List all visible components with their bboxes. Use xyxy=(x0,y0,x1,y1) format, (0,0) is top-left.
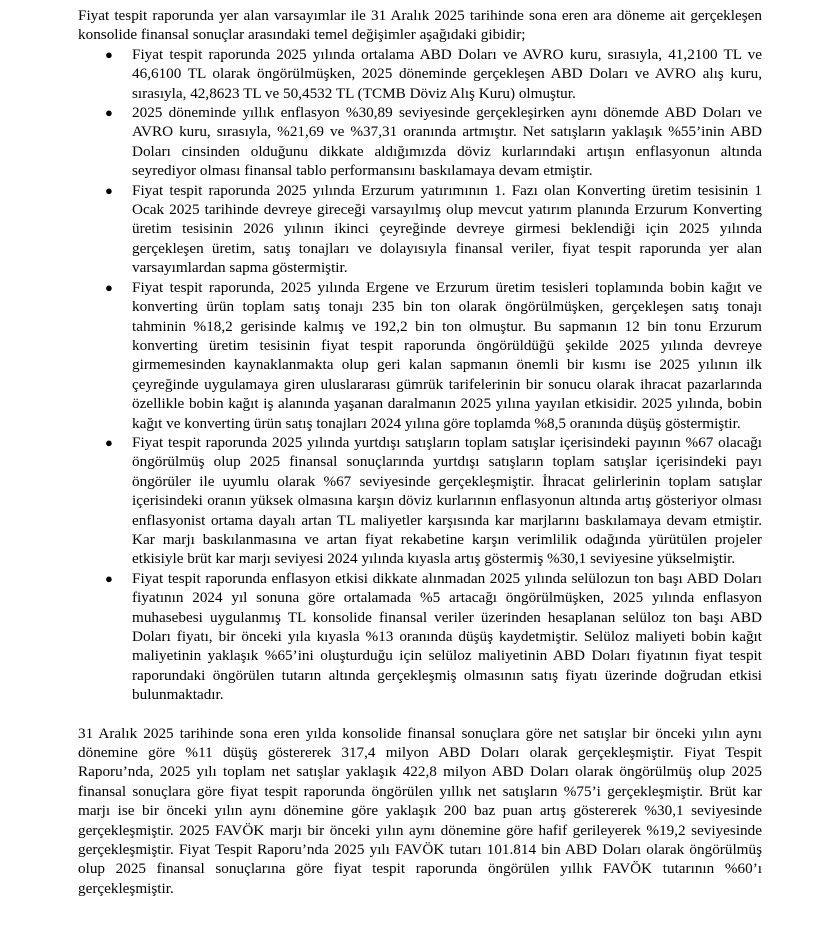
list-item-text: Fiyat tespit raporunda enflasyon etkisi dikkate alınmadan 2025 yılında selülozun ton başı ABD Doları fiyatının 2024 yıl sonuna göre ortalamada %5 artacağı öngörülmüşken, 2025 yılında enflasyon muhasebesi uygulanmış TL konsolide finansal veriler üzerinden hesaplanan selüloz ton başı ABD Doları fiyatı, bir önceki yıla kıyasla %13 oranında düşüş kaydetmiştir. Selüloz maliyeti bobin kağıt maliyetinin yaklaşık %65’ini oluşturduğu için selüloz maliyetinin ABD Doları fiyatının fiyat tespit raporundaki öngörülen tutarın altında gerçekleşmiş olmasının satış fiyatı üzerinde doğrudan etkisi bulunmaktadır. xyxy=(132,569,762,704)
list-item-text: Fiyat tespit raporunda, 2025 yılında Ergene ve Erzurum üretim tesisleri toplamında bobin kağıt ve konverting ürün toplam satış tonajı 235 bin ton olarak öngörülmüşken, gerçekleşen satış tonajı tahminin %18,2 gerisinde kalmış ve 192,2 bin ton olmuştur. Bu sapmanın 12 bin tonu Erzurum konverting üretim tesisinin fiyat tespit raporunda öngörüldüğü şekilde 2025 yılında devreye girmemesinden kaynaklanmakta olup geri kalan sapmanın önemli bir kısmı ise 2025 yılının ilk çeyreğinde uygulamaya giren uluslararası gümrük tarifelerinin bir sonucu olarak ihracat pazarlarında özellikle bobin kağıt iş alanında yaşanan daralmanın 2025 yılına yayılan etkisidir. 2025 yılında, bobin kağıt ve konverting ürün satış tonajları 2024 yılına göre toplamda %8,5 oranında düşüş göstermiştir. xyxy=(132,278,762,432)
list-item xyxy=(78,103,762,181)
list-item xyxy=(78,569,762,705)
list-item xyxy=(78,181,762,278)
intro-paragraph: Fiyat tespit raporunda yer alan varsayımlar ile 31 Aralık 2025 tarihinde sona eren ara döneme ait gerçekleşen konsolide finansal sonuçlar arasındaki temel değişimler aşağıdaki gibidir; xyxy=(78,7,762,44)
bullet-icon: ● xyxy=(105,279,113,295)
bullet-icon: ● xyxy=(105,434,113,450)
list-item-text: Fiyat tespit raporunda 2025 yılında yurtdışı satışların toplam satışlar içerisindeki payının %67 olacağı öngörülmüş olup 2025 finansal sonuçlarında yurtdışı satışların toplam satışlar içerisindeki payı öngörüler ile uyumlu olarak %67 seviyesinde gerçekleşmiştir. İhracat gelirlerinin toplam satışlar içerisindeki oranın yüksek olmasına karşın döviz kurlarının enflasyonun altında artış gösteriyor olması enflasyonist ortama dayalı artan TL maliyetler karşısında kar marjlarını baskılamaya devam etmiştir. Kar marjı baskılanmasına ve artan fiyat rekabetine karşın verimlilik odağında yürütülen projeler etkisiyle brüt kar marjı seviyesi 2024 yılında kıyasla artış göstermiş %30,1 seviyesine yükselmiştir. xyxy=(132,433,762,568)
bullet-icon: ● xyxy=(105,46,113,62)
list-item-text: 2025 döneminde yıllık enflasyon %30,89 seviyesinde gerçekleşirken aynı dönemde ABD Doları ve AVRO kuru, sırasıyla, %21,69 ve %37,31 oranında artmıştır. Net satışların yaklaşık %55’inin ABD Doları cinsinden olduğunu dikkate aldığımızda döviz kurlarındaki artışın enflasyonun altında seyrediyor olması finansal tablo performansını baskılamaya devam etmiştir. xyxy=(132,104,762,180)
list-item-text: Fiyat tespit raporunda 2025 yılında ortalama ABD Doları ve AVRO kuru, sırasıyla, 41,2100 TL ve 46,6100 TL olarak öngörülmüşken, 2025 döneminde gerçekleşen ABD Doları ve AVRO alış kuru, sırasıyla, 42,8623 TL ve 50,4532 TL (TCMB Döviz Alış Kuru) olmuştur. xyxy=(132,45,762,102)
closing-paragraph: 31 Aralık 2025 tarihinde sona eren yılda konsolide finansal sonuçlara göre net satışlar bir önceki yılın aynı dönemine göre %11 düşüş göstererek 317,4 milyon ABD Doları olarak gerçekleşmiştir. Fiyat Tespit Raporu’nda, 2025 yılı toplam net satışlar yaklaşık 422,8 milyon ABD Doları olarak öngörülmüş olup 2025 finansal sonuçlara göre fiyat tespit raporunda öngörülen yıllık net satışların %75’i gerçekleşmiştir. Brüt kar marjı ise bir önceki yılın aynı dönemine göre yaklaşık 200 baz puan artış göstererek %30,1 seviyesinde gerçekleşmiştir. 2025 FAVÖK marjı bir önceki yılın aynı dönemine göre hafif gerileyerek %19,2 seviyesinde gerçekleşmiştir. Fiyat Tespit Raporu’nda 2025 yılı FAVÖK tutarı 101.814 bin ABD Doları olarak öngörülmüş olup 2025 finansal sonuçlarına göre fiyat tespit raporunda öngörülen yıllık FAVÖK tutarının %60’ı gerçekleşmiştir. xyxy=(78,724,762,897)
document-page xyxy=(78,6,762,898)
bullet-icon: ● xyxy=(105,570,113,586)
list-item xyxy=(78,433,762,569)
assumption-changes-list xyxy=(78,45,762,705)
list-item xyxy=(78,45,762,103)
list-item xyxy=(78,278,762,433)
bullet-icon: ● xyxy=(105,182,113,198)
list-item-text: Fiyat tespit raporunda 2025 yılında Erzurum yatırımının 1. Fazı olan Konverting üretim tesisinin 1 Ocak 2025 tarihinde devreye gireceği varsayılmış olup mevcut yatırım planında Erzurum Konverting üretim tesisinin 2026 yılının ikinci çeyreğinde devreye girmesi beklendiği için 2025 yılında gerçekleşen üretim, satış tonajları ve dolayısıyla finansal veriler, fiyat tespit raporunda yer alan varsayımlardan sapma göstermiştir. xyxy=(132,181,762,277)
bullet-icon: ● xyxy=(105,105,113,121)
